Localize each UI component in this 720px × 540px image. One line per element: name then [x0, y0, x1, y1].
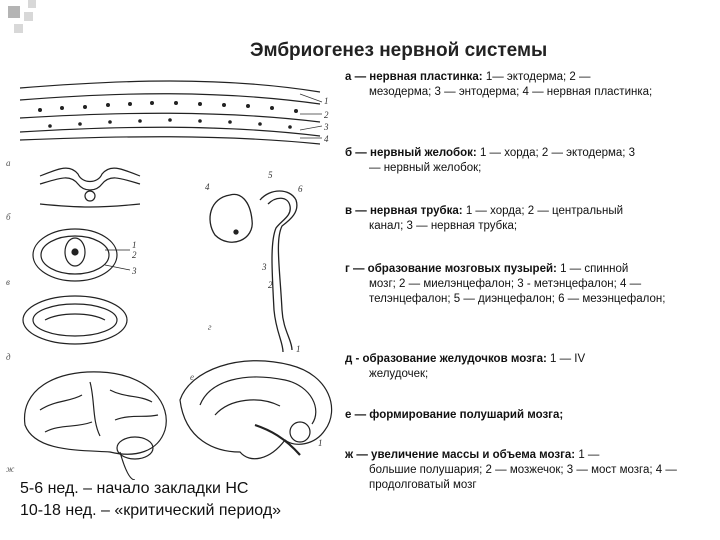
central-canal [72, 249, 78, 255]
caption-g [345, 262, 710, 307]
figure-number: 3 [262, 262, 267, 272]
caption-rest: большие полушария; 2 — мозжечок; 3 — мост мозга; 4 — продолговатый мозг [369, 464, 677, 491]
caption-rest: мозг; 2 — миелэнцефалон; 3 - метэнцефалон; 4 — телэнцефалон; 5 — диэнцефалон; 6 — мезэнцефалон; [369, 278, 666, 305]
caption-lead: г — образование мозговых пузырей: [345, 263, 557, 275]
footer-line: 10-18 нед. – «критический период» [20, 502, 282, 519]
figure-number: 2 [268, 280, 273, 290]
caption-first: 1 — хорда; 2 — эктодерма; 3 [476, 147, 636, 159]
notochord [85, 191, 95, 201]
caption-rest: мезодерма; 3 — энтодерма; 4 — нервная пластинка; [369, 86, 653, 98]
figure-number: 1 [318, 438, 323, 448]
figure-number: 1 [324, 96, 329, 106]
figure-letter: в [6, 277, 10, 287]
caption-first: 1 — спинной [556, 263, 629, 275]
figure-letter: г [208, 322, 212, 332]
figure-letter: е [190, 372, 194, 382]
caption-first: 1— эктодерма; 2 — [482, 71, 591, 83]
figure-number: 4 [324, 134, 329, 144]
caption-b [345, 146, 710, 176]
caption-first: 1 — IV [546, 353, 586, 365]
corner-square [28, 0, 36, 8]
ectoderm-outline [20, 81, 320, 92]
footer-notes [20, 478, 281, 522]
figure-number: 3 [324, 122, 329, 132]
endoderm-band-lower [20, 137, 320, 144]
cerebellum-marker [290, 422, 310, 442]
ectoderm-inner [20, 94, 320, 104]
caption-lead: в — нервная трубка: [345, 205, 463, 217]
figure-number: 2 [324, 110, 329, 120]
caption-lead: е — формирование полушарий мозга; [345, 409, 564, 421]
neural-groove-drawing [40, 168, 140, 207]
vesicle-dot [234, 230, 238, 234]
caption-rest: желудочек; [369, 368, 429, 380]
caption-a [345, 70, 710, 100]
figure-number: 5 [268, 170, 273, 180]
endoderm-band [20, 127, 320, 136]
figure-letter: ж [6, 464, 15, 474]
brain-ventricles-drawing [180, 361, 332, 459]
footer-line: 5-6 нед. – начало закладки НС [20, 480, 249, 497]
figure-number: 1 [132, 240, 137, 250]
cerebellum-outline [117, 437, 153, 459]
neural-tube-drawing [33, 229, 130, 281]
figure-letter: а [6, 158, 11, 168]
caption-lead: ж — увеличение массы и объема мозга: [345, 449, 576, 461]
embryology-figure [0, 80, 345, 480]
leader-lines [300, 94, 322, 138]
caption-lead: б — нервный желобок: [345, 147, 477, 159]
corner-square [8, 6, 20, 18]
corner-square [24, 12, 33, 21]
caption-lead: д - образование желудочков мозга: [345, 353, 547, 365]
brain-vesicles-drawing [210, 191, 297, 352]
caption-e [345, 408, 710, 423]
brain-vesicle-cross-section [23, 296, 127, 344]
figure-number: 3 [132, 266, 137, 276]
corner-square [14, 24, 23, 33]
caption-rest: канал; 3 — нервная трубка; [369, 220, 518, 232]
figure-number: 2 [132, 250, 137, 260]
caption-first: 1 — [575, 449, 600, 461]
caption-d [345, 352, 710, 382]
figure-letter: д [6, 352, 11, 362]
caption-lead: а — нервная пластинка: [345, 71, 483, 83]
neural-plate-drawing [20, 81, 320, 144]
caption-zh [345, 448, 710, 493]
caption-first: 1 — хорда; 2 — центральный [462, 205, 624, 217]
lateral-brain-drawing [25, 372, 167, 480]
figure-number: 4 [205, 182, 210, 192]
page-title: Эмбриогенез нервной системы [250, 40, 548, 61]
figure-number: 6 [298, 184, 303, 194]
caption-rest: — нервный желобок; [369, 162, 482, 174]
figure-number: 1 [296, 344, 301, 354]
caption-v [345, 204, 710, 234]
figure-letter: б [6, 212, 11, 222]
